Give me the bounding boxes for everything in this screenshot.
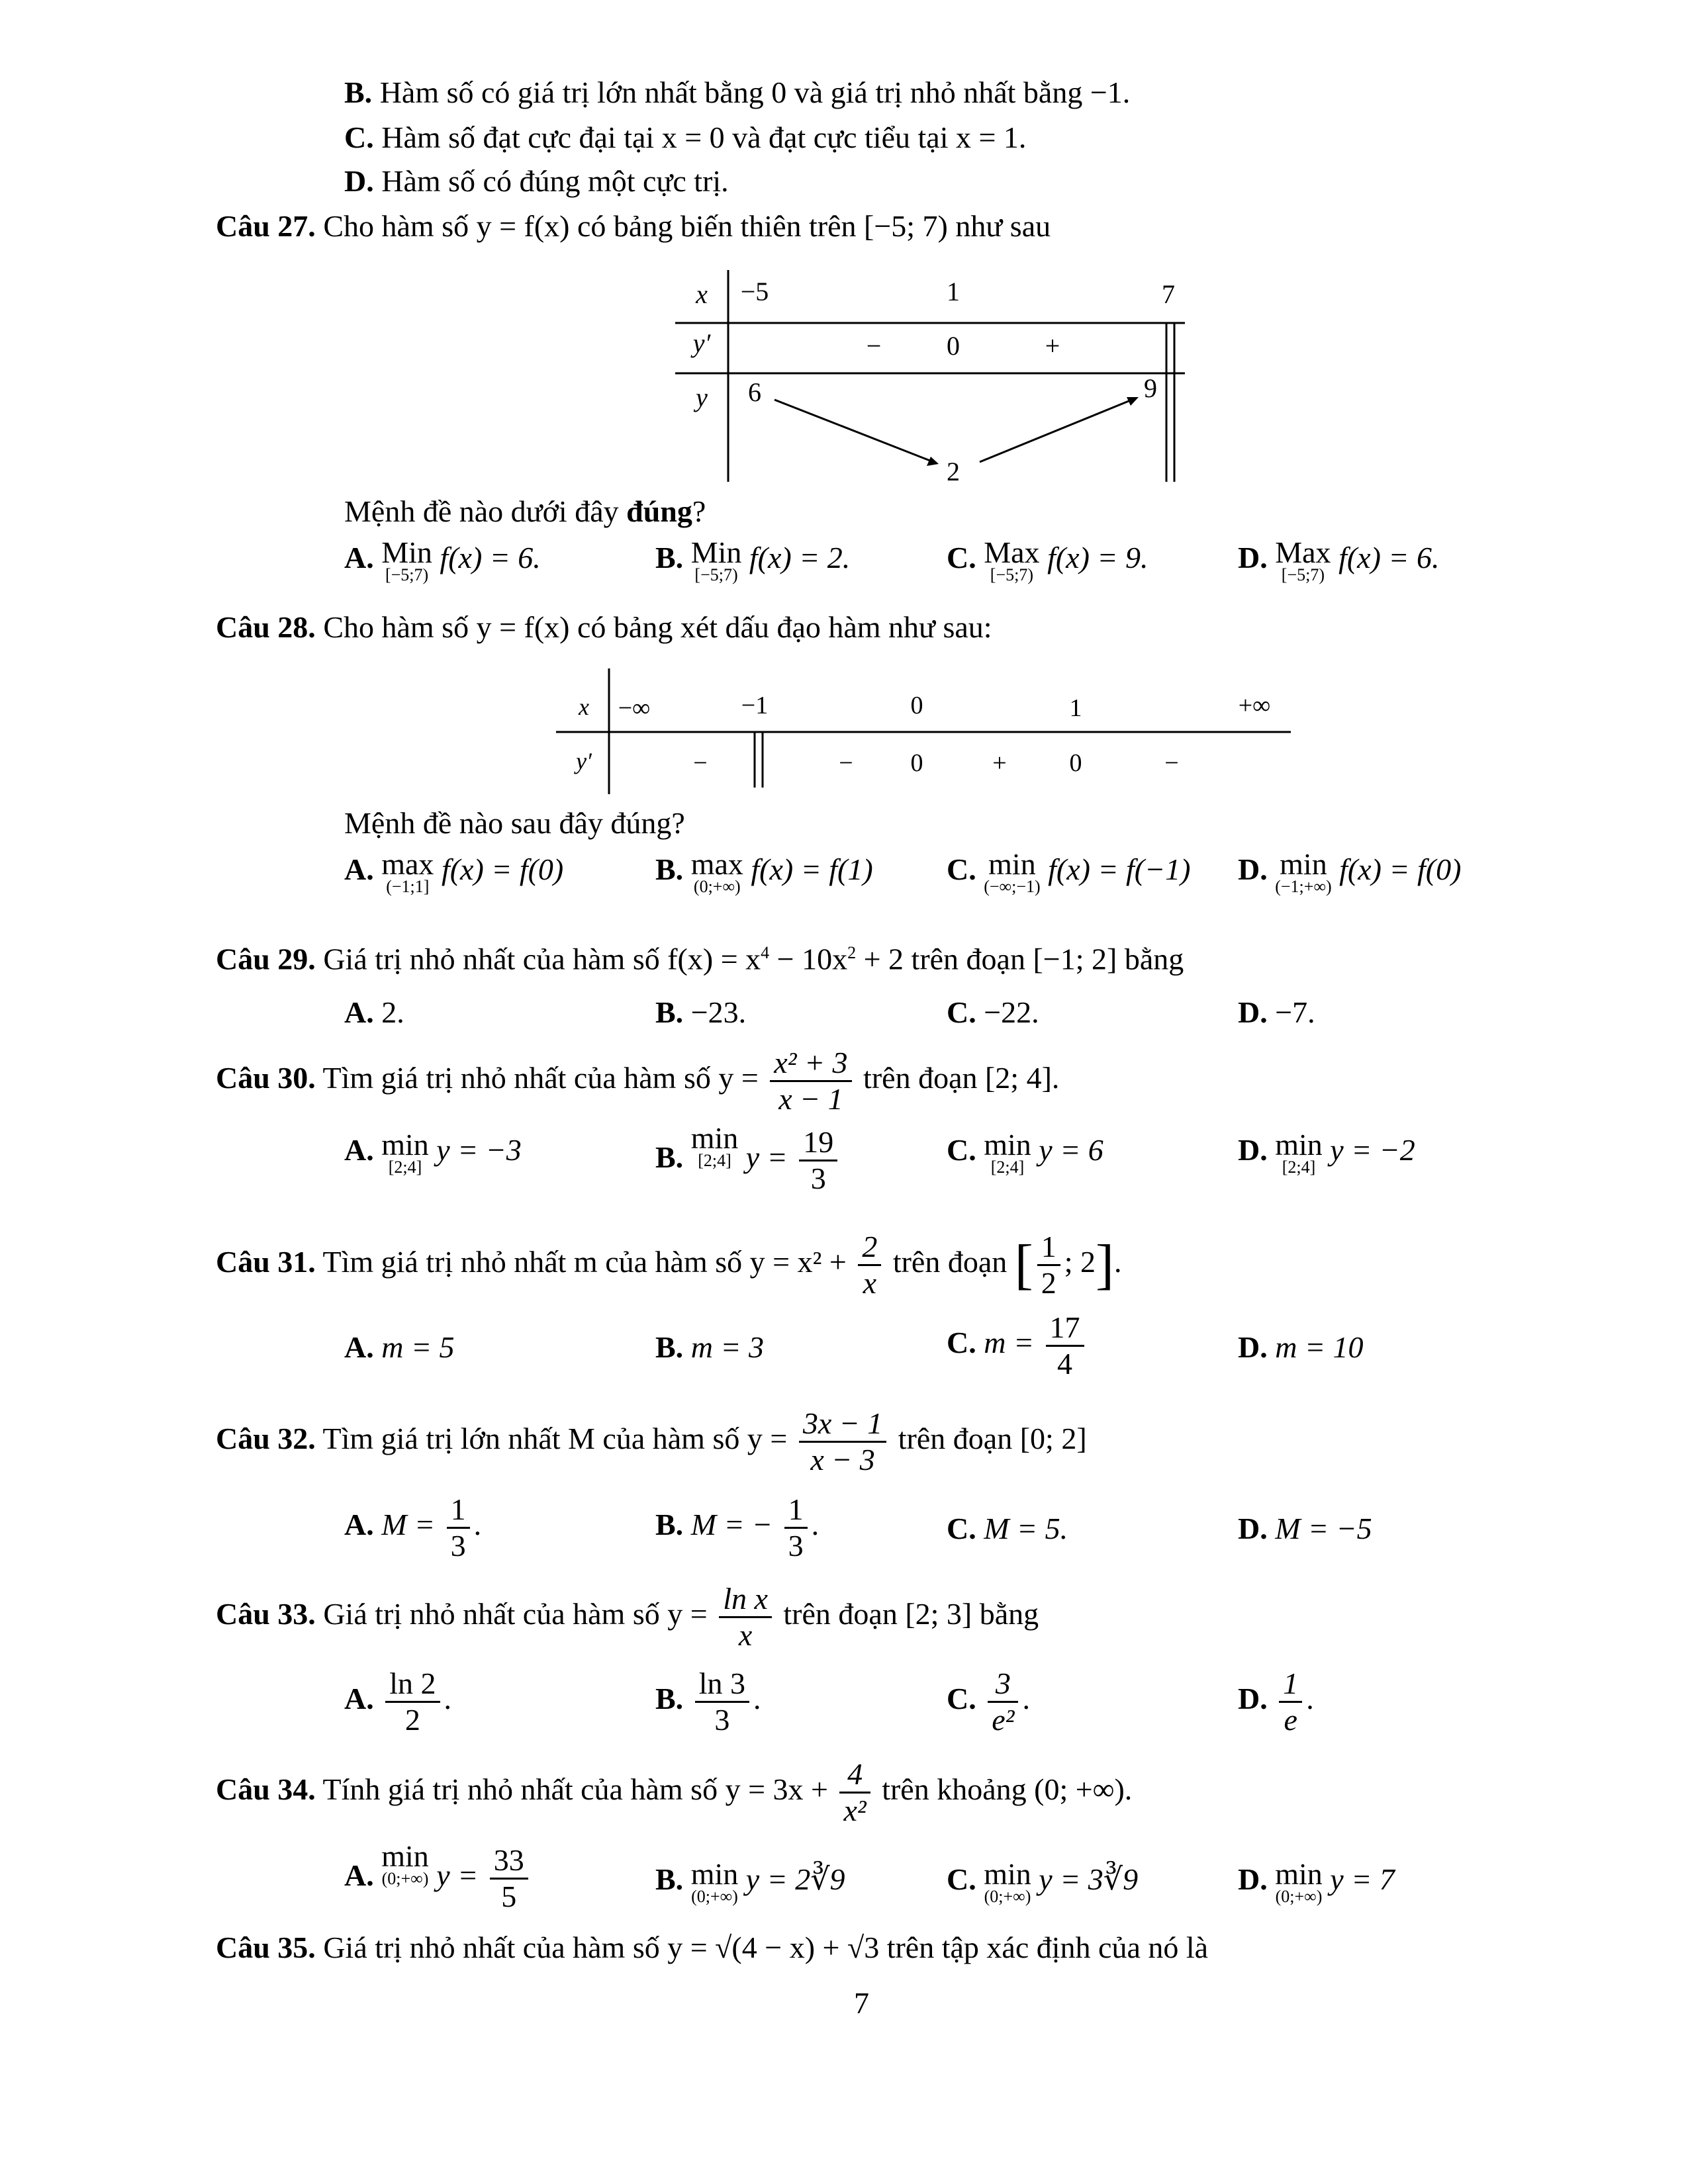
q28-prompt: Mệnh đề nào sau đây đúng? [344,806,685,840]
q27-option-a: A. Min [−5;7) f(x) = 6. [344,535,541,584]
q33-option-a: A. $\frac{\ln 2}{2}$ . [344,1666,452,1737]
q29-option-d: D. −7. [1238,995,1315,1029]
svg-text:−: − [693,749,708,777]
q29-stem: Câu 29. Giá trị nhỏ nhất của hàm số $f(x) = x^4 - 10x^2 + 2$ trên đoạn [−1; 2] bằng [216,942,1184,976]
svg-text:−: − [839,749,853,777]
q31-option-a: A. m = 5 [344,1330,455,1364]
q32-stem: Câu 32. Tìm giá trị lớn nhất M của hàm số y = $\frac{3x - 1}{x - 3}$ trên đoạn [0; 2] [216,1406,1087,1477]
q30-option-a: A. min [2;4] y = −3 [344,1128,522,1177]
q30-stem: Câu 30. Tìm giá trị nhỏ nhất của hàm số y = $\frac{\text{x² + 3}}{x - 1}$ trên đoạn [2; 4]. [216,1046,1060,1116]
svg-text:y′: y′ [576,748,592,774]
q31-option-b: B. m = 3 [655,1330,764,1364]
q30-option-c: C. min [2;4] y = 6 [947,1128,1103,1177]
svg-text:−: − [1164,749,1179,777]
q28-option-b: B. max (0;+∞) f(x) = f(1) [655,847,873,896]
q28-stem: Câu 28. Cho hàm số y = f(x) có bảng xét dấu đạo hàm như sau: [216,610,992,644]
q27-option-d: D. Max [−5;7) f(x) = 6. [1238,535,1440,584]
svg-text:−∞: −∞ [618,694,651,722]
q28-sign-table [556,668,1297,801]
q28-option-c: C. min (−∞;−1) f(x) = f(−1) [947,847,1191,896]
q27-option-c: C. Max [−5;7) f(x) = 9. [947,535,1149,584]
q28-option-d: D. min (−1;+∞) f(x) = f(0) [1238,847,1462,896]
svg-text:0: 0 [910,749,923,777]
table-x-value: 7 [1162,279,1175,309]
table-sign: − [866,331,882,361]
q34-option-b: B. min (0;+∞) y = 2∛9 [655,1857,845,1906]
svg-text:0: 0 [910,692,923,719]
q29-option-c: C. −22. [947,995,1039,1029]
q27-variation-table [675,270,1205,488]
q27-prompt: Mệnh đề nào dưới đây đúng? [344,494,706,528]
svg-text:0: 0 [1069,749,1082,777]
q32-option-b: B. M = − $\frac{1}{3}$ . [655,1492,820,1563]
q33-option-d: D. $\frac{1}{e}$ . [1238,1666,1314,1737]
q26-option-d [344,163,729,200]
q34-stem: Câu 34. Tính giá trị nhỏ nhất của hàm số y = 3x + $\frac{4}{\text{x²}}$ trên khoảng (0; +∞). [216,1757,1133,1827]
q31-option-c: C. m = $\frac{17}{4}$ [947,1310,1088,1381]
table-sign: 0 [947,331,960,361]
table-y-value: 6 [748,377,761,407]
option-text: Hàm số đạt cực đại tại x = 0 và đạt cực tiểu tại x = 1. [381,120,1027,154]
table-x-label: x [696,279,708,309]
q32-option-a: A. M = $\frac{1}{3}$ . [344,1492,482,1563]
q34-option-a: A. min (0;+∞) y = $\frac{33}{5}$ [344,1843,532,1914]
option-label: D. [344,164,374,198]
q29-option-a: A. 2. [344,995,404,1029]
q31-option-d: D. m = 10 [1238,1330,1364,1364]
q26-option-b [344,74,1130,111]
q29-option-b: B. −23. [655,995,747,1029]
q27-stem [216,208,1051,245]
question-number: Câu 27. [216,209,316,243]
q33-option-b: B. $\frac{\ln 3}{3}$ . [655,1666,761,1737]
q33-stem: Câu 33. Giá trị nhỏ nhất của hàm số y = $\frac{\text{ln x}}{x}$ trên đoạn [2; 3] bằng [216,1582,1039,1652]
svg-text:−1: −1 [741,692,769,719]
q28-option-a: A. max (−1;1] f(x) = f(0) [344,847,564,896]
svg-text:+: + [992,749,1007,777]
option-label: B. [344,75,373,109]
q32-option-c: C. M = 5. [947,1512,1068,1545]
q34-option-d: D. min (0;+∞) y = 7 [1238,1857,1395,1906]
q35-stem: Câu 35. Giá trị nhỏ nhất của hàm số y = √(4 − x) + √3 trên tập xác định của nó là [216,1931,1209,1964]
decreasing-arrow [774,400,933,462]
option-text: Hàm số có đúng một cực trị. [381,164,729,198]
q30-option-b: B. min [2;4] y = $\frac{19}{3}$ [655,1125,841,1196]
page-number: 7 [854,1986,869,2020]
table-x-value: 1 [947,277,960,306]
table-sign: + [1045,331,1060,361]
table-y-value: 9 [1144,373,1157,403]
svg-text:+∞: +∞ [1238,692,1271,719]
q33-option-c: C. $\frac{3}{\text{e²}}$ . [947,1666,1030,1737]
q32-option-d: D. M = −5 [1238,1512,1372,1545]
increasing-arrow [980,400,1132,462]
svg-text:1: 1 [1069,694,1082,722]
option-text: Hàm số có giá trị lớn nhất bằng 0 và giá trị nhỏ nhất bằng −1. [379,75,1131,109]
q34-option-c: C. min (0;+∞) y = 3∛9 [947,1857,1139,1906]
table-y-label: y [696,383,708,412]
table-x-value: −5 [740,277,769,306]
q27-option-b: B. Min [−5;7) f(x) = 2. [655,535,851,584]
svg-text:x: x [579,694,589,720]
q26-option-c [344,119,1026,156]
question-text: Cho hàm số y = f(x) có bảng biến thiên trên [−5; 7) như sau [323,209,1051,243]
option-label: C. [344,120,374,154]
table-dy-label: y′ [692,328,711,358]
q31-stem: Câu 31. Tìm giá trị nhỏ nhất m của hàm số y = x² + $\frac{2}{x}$ trên đoạn [ $\frac{1}{2}$ ; 2]. [216,1230,1122,1300]
q30-option-d: D. min [2;4] y = −2 [1238,1128,1415,1177]
table-y-value: 2 [947,457,960,486]
